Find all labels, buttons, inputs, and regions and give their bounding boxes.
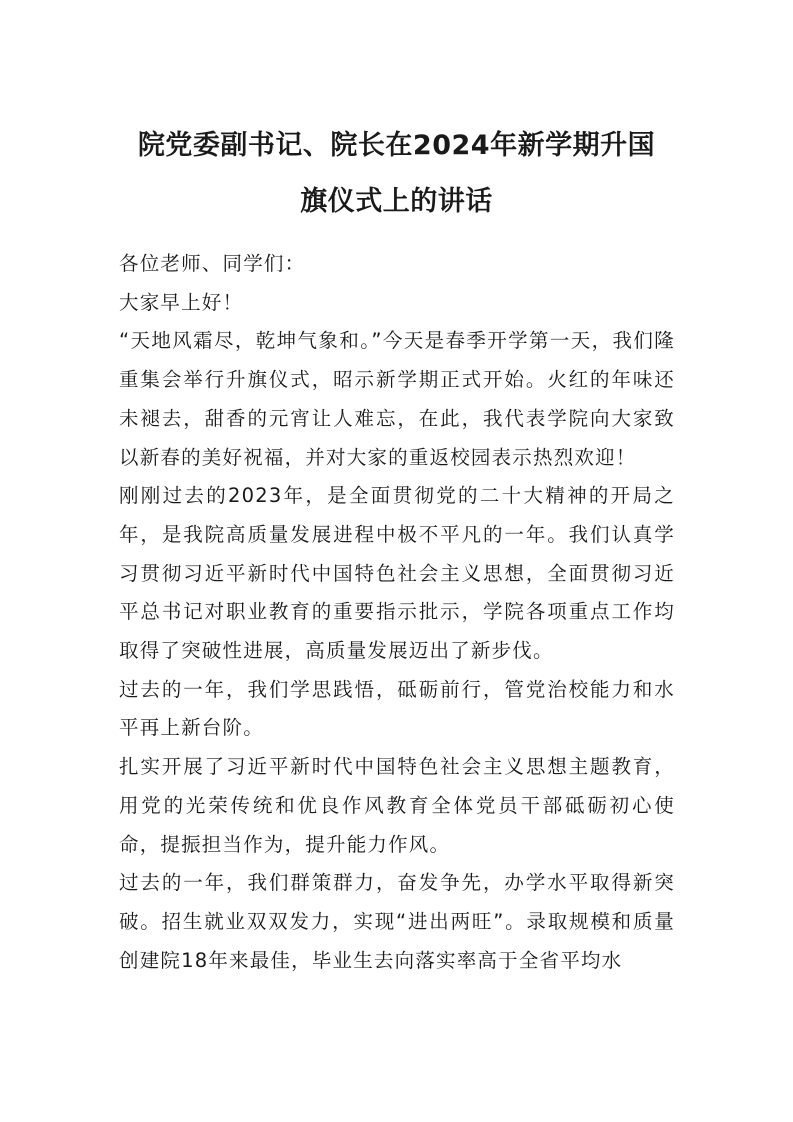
title-line-2: 旗仪式上的讲话 bbox=[300, 186, 493, 217]
paragraph-opening: “天地风霜尽，乾坤气象和。”今天是春季开学第一天，我们隆重集会举行升旗仪式，昭示新学期正式开始。火红的年味还未褪去，甜香的元宵让人难忘，在此，我代表学院向大家致以新春的美好祝福，并对大家的重返校园表示热烈欢迎！ bbox=[119, 329, 675, 469]
document-title bbox=[100, 118, 693, 230]
title-line-1: 院党委副书记、院长在2024年新学期升国 bbox=[137, 130, 656, 161]
paragraph-school-level: 过去的一年，我们群策群力，奋发争先，办学水平取得新突破。招生就业双双发力，实现“进出两旺”。录取规模和质量创建院18年来最佳，毕业生去向落实率高于全省平均水 bbox=[119, 871, 675, 972]
paragraph-2023-review: 刚刚过去的2023年，是全面贯彻党的二十大精神的开局之年，是我院高质量发展进程中极不平凡的一年。我们认真学习贯彻习近平新时代中国特色社会主义思想，全面贯彻习近平总书记对职业教育的重要指示批示，学院各项重点工作均取得了突破性进展，高质量发展迈出了新步伐。 bbox=[119, 484, 675, 663]
paragraph-party-governance: 过去的一年，我们学思践悟，砥砺前行，管党治校能力和水平再上新台阶。 bbox=[119, 677, 675, 740]
salutation: 各位老师、同学们： bbox=[119, 252, 306, 275]
paragraph-theme-education: 扎实开展了习近平新时代中国特色社会主义思想主题教育，用党的光荣传统和优良作风教育全体党员干部砥砺初心使命，提振担当作为，提升能力作风。 bbox=[119, 755, 675, 856]
document-body bbox=[119, 245, 675, 980]
greeting: 大家早上好！ bbox=[119, 290, 244, 314]
